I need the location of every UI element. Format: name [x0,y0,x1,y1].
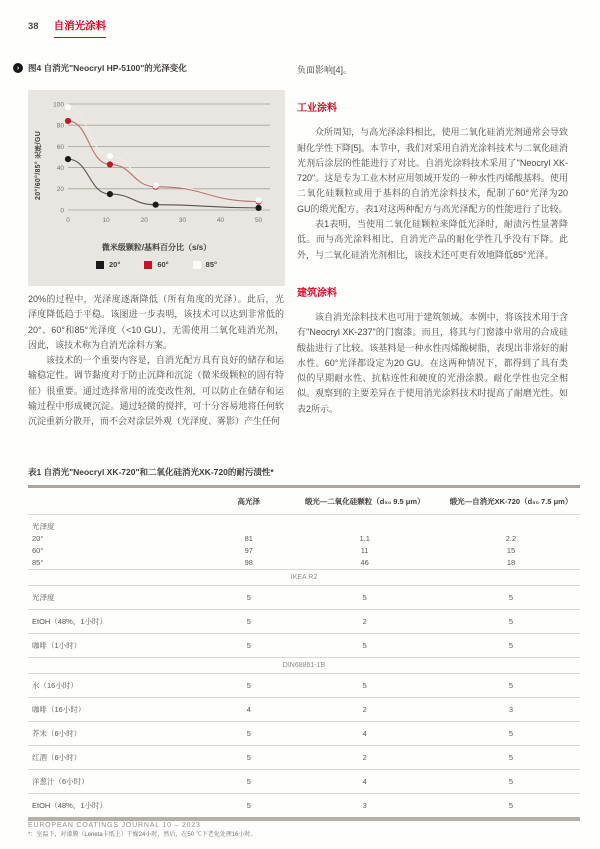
table-row-label: 20° [32,534,44,543]
table-cell-value: 5 [210,674,287,698]
table-cell-value: 3 [442,698,580,722]
table-cell-value: 5 [210,794,287,820]
table-cell-value: 4 [287,770,442,794]
table-cell-value: 97 [244,546,253,555]
table-row-label: 咖啡（1小时） [28,634,210,658]
table-section-row [28,658,580,674]
chart-x-axis-label: 微米级颗粒/基料百分比（s/s） [101,243,212,252]
table-caption: 表1 自消光"Neocryl XK-720"和二氧化硅消光XK-720的耐污渍性* [28,467,274,477]
table-row-label: 85° [32,558,44,567]
table-row-label: 光泽度 [32,522,55,531]
table-cell-value: 5 [442,634,580,658]
table-cell-value: 5 [442,794,580,820]
body-paragraph: 众所周知，与高光泽涂料相比，使用二氧化硅消光剂通常会导致耐化学性下降[5]。本节中，我们对采用自消光涂料技术与二氧化硅消光剂后涂层的性能进行了对比。自消光涂料技术采用了"Neocryl XK-720"。这是专为工业木材应用领域开发的一种水性丙烯酸基料。使用二氧化硅颗粒或用于基料的自消光涂料技术，配制了60°光泽为20 GU的缎光配方。表1对这两种配方与高光泽配方的性能进行了比较。 [297,127,569,214]
table-cell-value: 5 [442,586,580,610]
legend-swatch-black [96,261,104,269]
table-section-row [28,570,580,586]
legend-swatch-white [193,261,201,269]
table-row [28,557,580,570]
table-row [28,634,580,658]
table-cell-value: 5 [287,634,442,658]
table-cell-value: 5 [210,610,287,634]
table-cell-value: 4 [210,698,287,722]
table-cell-value: 5 [442,770,580,794]
gloss-line-chart [28,90,285,286]
svg-text:80: 80 [56,122,64,130]
table-row [28,746,580,770]
page-header [28,18,106,38]
body-paragraph: 负面影响[4]。 [297,65,353,75]
table-cell-value: 46 [360,558,369,567]
table-row [28,586,580,610]
table-cell-value: 5 [210,746,287,770]
legend-label: 85° [205,260,218,269]
table-row-label: 咖啡（16小时） [28,698,210,722]
svg-text:20: 20 [140,217,148,224]
left-text-column [28,292,284,430]
body-paragraph: 该技术的一个重要内容是，自消光配方具有良好的储存和运输稳定性。调节黏度对于防止沉降和沉淀（微米级颗粒的固有特征）很重要。通过选择常用的流变改性剂，可以防止在储存和运输过程中形成硬沉淀。通过轻微的搅拌，可十分容易地将任何软沉淀重新分散开，而不会对涂层外观（光泽度、雾影）产生任何 [28,355,284,427]
section-heading-industrial: 工业涂料 [297,103,337,115]
table-row [28,533,580,545]
svg-text:40: 40 [216,217,225,224]
table-row-label: 水（16小时） [28,674,210,698]
legend-item-85 [193,260,217,269]
table-cell-value: 5 [442,610,580,634]
stain-resistance-table [28,485,580,821]
table-row [28,770,580,794]
column-header: 缎光—二氧化硅颗粒（d₅₀ 9.5 μm） [287,487,442,515]
table-row [28,794,580,820]
body-paragraph: 该自消光涂料技术也可用于建筑领域。本例中，将该技术用于含有"Neocryl XK-237"的门窗漆。而且，将其与门窗漆中常用的合成硅酸盐进行了比较。该基料是一种水性丙烯酸树脂，表现出非常好的耐水性。60°光泽都设定为20 GU。在这两种情况下，都得到了具有类似的早期耐水性、抗粘连性和硬度的光滑涂膜。耐化学性也完全相似。观察到的主要差异在于使用消光涂料技术时提高了耐磨光性。如表2所示。 [297,311,568,414]
legend-item-60 [144,260,168,269]
legend-swatch-red [144,261,152,269]
table-cell-value: 2.2 [505,534,517,543]
body-paragraph: 20%的过程中，光泽度逐渐降低（所有角度的光泽）。此后，光泽度降低趋于平稳。该图进一步表明，该技术可以达到非常低的20°、60°和85°光泽度（<10 GU），无需使用二氧化硅消光剂，因此，该技术称为自消光涂料方案。 [28,294,284,350]
table-row-label: EtOH（48%、1小时） [28,610,210,634]
column-header [28,487,210,515]
table-row-label: 光泽度 [28,586,210,610]
table-section-label: DIN68861-1B [28,658,580,674]
table-row-label: 洋葱汁（6小时） [28,770,210,794]
table-cell-value: 5 [442,746,580,770]
table-cell-value: 2 [287,698,442,722]
chart-plot-area [48,98,276,236]
section-heading-architectural: 建筑涂料 [297,287,337,299]
table-header-row [28,487,580,515]
stain-resistance-table-block [28,466,580,838]
table-row-label: 红酒（6小时） [28,746,210,770]
table-cell-value: 15 [506,546,516,555]
table-cell-value: 2 [287,746,442,770]
legend-label: 60° [157,260,169,269]
column-header: 缎光—自消光XK-720（d₅₀ 7.5 μm） [442,487,580,515]
table-cell-value: 81 [244,534,253,543]
chart-y-axis-label: 20°/60°/85° 光泽/GU [35,130,42,200]
legend-item-20 [96,260,120,269]
figure-caption: 图4 自消光"Neocryl HP-5100"的光泽变化 [28,63,187,73]
table-row [28,722,580,746]
table-section-label: IKEA R2 [28,570,580,586]
page-section-title: 自消光涂料 [54,18,107,38]
table-cell-value: 5 [210,722,287,746]
svg-text:10: 10 [102,217,110,224]
body-paragraph: 表1表明，当使用二氧化硅颗粒来降低光泽时，耐渍污性显著降低。而与高光涂料相比，自消光产品的耐化学性几乎没有下降。此外，与二氧化硅消光剂相比，该技术还可更有效地降低85°光泽。 [297,219,568,260]
figure-caption-row [13,62,187,74]
table-cell-value: 4 [287,722,442,746]
page-number: 38 [28,21,39,32]
table-cell-value [287,515,442,534]
svg-text:20: 20 [56,186,64,194]
table-cell-value: 5 [287,674,442,698]
table-row [28,698,580,722]
svg-text:50: 50 [254,217,263,224]
svg-text:30: 30 [178,217,186,224]
table-row [28,674,580,698]
table-row-label: 芥末（6小时） [28,722,210,746]
svg-text:100: 100 [53,101,64,109]
table-footnote: *：室温下，对漆膜（Leneta卡纸上）干燥24小时，然后，在50 ℃下老化处理16小时。 [28,832,257,838]
table-row [28,545,580,557]
table-cell-value: 3 [287,794,442,820]
table-row [28,610,580,634]
table-row-label: 60° [32,546,44,555]
table-cell-value: 2 [287,610,442,634]
svg-text:0: 0 [60,207,64,215]
table-cell-value [210,515,287,534]
table-cell-value: 5 [442,722,580,746]
table-cell-value: 5 [210,634,287,658]
legend-label: 20° [108,260,121,269]
svg-text:0: 0 [66,217,70,224]
table-cell-value: 98 [244,558,253,567]
table-cell-value: 5 [210,770,287,794]
table-cell-value [442,515,580,534]
table-row [28,515,580,534]
figure-marker-icon: › [13,63,23,73]
table-cell-value: 18 [506,558,516,567]
table-cell-value: 11 [360,546,369,555]
table-row-label: EtOH（48%、1小时） [28,794,210,820]
svg-text:40: 40 [56,165,64,172]
chart-legend [28,260,285,269]
table-cell-value: 5 [442,674,580,698]
right-text-column [297,63,568,417]
page-footer: EUROPEAN COATINGS JOURNAL 10 – 2023 [28,822,201,829]
table-cell-value: 1.1 [359,534,370,543]
table-cell-value: 5 [210,586,287,610]
column-header: 高光泽 [210,487,287,515]
svg-text:60: 60 [56,143,64,151]
table-cell-value: 5 [287,586,442,610]
